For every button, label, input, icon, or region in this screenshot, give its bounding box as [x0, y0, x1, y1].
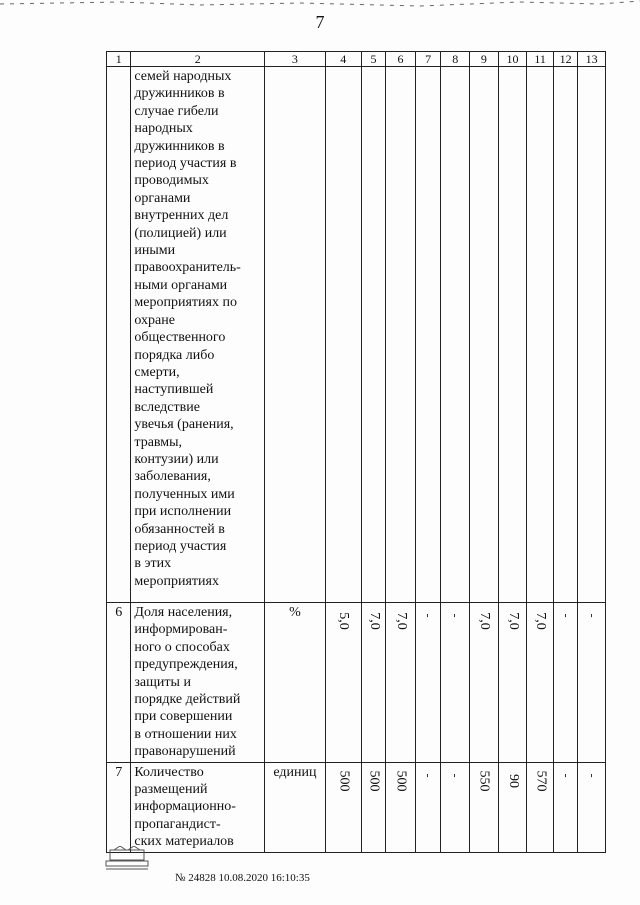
value-cell [527, 603, 554, 763]
value-cell [498, 603, 527, 763]
col-header: 7 [415, 52, 440, 67]
value-cell [441, 762, 470, 852]
registry-stamp-icon [104, 846, 150, 872]
col-header: 5 [361, 52, 385, 67]
value-cell [578, 762, 606, 852]
row-number: 6 [107, 603, 131, 763]
value-cell [325, 67, 361, 603]
value-text: 500 [366, 770, 382, 792]
text-line: пропагандист- [134, 816, 221, 832]
value-text: 7,0 [533, 612, 549, 630]
table-row [107, 762, 606, 852]
text-line: семей народных [134, 69, 232, 84]
page-number: 7 [315, 12, 325, 32]
text-line: порядка либо [134, 347, 215, 363]
text-line: травмы, [134, 434, 183, 450]
col-header: 8 [441, 52, 470, 67]
text-line: при совершении [134, 709, 233, 725]
text-line: охране [134, 312, 175, 328]
text-line: Доля населения, [134, 605, 233, 620]
value-text: 500 [336, 770, 352, 792]
text-line: в этих [134, 556, 172, 572]
value-text: - [421, 613, 436, 618]
value-text: 90 [505, 773, 521, 788]
scan-edge-artifact [0, 0, 640, 12]
value-text: 7,0 [393, 612, 409, 630]
col-header: 10 [498, 52, 527, 67]
value-text: 7,0 [366, 612, 382, 630]
text-line: ными органами [134, 277, 228, 293]
text-line: ного о способах [134, 639, 230, 655]
value-cell [553, 762, 577, 852]
text-line: народных [134, 121, 193, 137]
unit-cell: единиц [265, 762, 326, 852]
value-cell [578, 67, 606, 603]
text-line: защиты и [134, 674, 191, 690]
value-cell [325, 762, 361, 852]
document-registration-stamp: № 24828 10.08.2020 16:10:35 [175, 872, 310, 884]
value-cell [498, 67, 527, 603]
text-line: случае гибели [134, 103, 219, 119]
text-line: в отношении них [134, 726, 237, 742]
col-header: 1 [107, 52, 131, 67]
value-text: 5,0 [336, 612, 352, 630]
value-text: - [585, 773, 600, 778]
column-number-header [107, 52, 606, 67]
text-line: дружинников в [134, 86, 225, 102]
value-text: - [559, 613, 574, 618]
text-line: проводимых [134, 173, 209, 189]
table-row-continuation [107, 67, 606, 603]
text-line: контузии) или [134, 451, 219, 467]
text-line: Количество [134, 764, 204, 780]
value-text: - [559, 773, 574, 778]
value-text: - [421, 773, 436, 778]
text-line: внутренних дел [134, 208, 229, 224]
value-cell [470, 67, 499, 603]
value-cell [386, 67, 416, 603]
text-line: смерти, [134, 364, 180, 380]
value-cell [361, 762, 385, 852]
col-header: 13 [578, 52, 606, 67]
value-cell [386, 603, 416, 763]
text-line: полученных ими [134, 486, 235, 502]
value-cell [441, 603, 470, 763]
col-header: 12 [553, 52, 577, 67]
col-header: 9 [470, 52, 499, 67]
text-line: ских материалов [134, 834, 234, 850]
text-line: предупреждения, [134, 657, 238, 673]
text-line: порядке действий [134, 692, 241, 708]
value-cell [470, 603, 499, 763]
text-line: органами [134, 190, 191, 206]
value-text: 7,0 [505, 612, 521, 630]
text-line: размещений [134, 782, 208, 798]
value-text: 550 [476, 770, 492, 792]
text-line: правоохранитель- [134, 260, 241, 276]
value-cell [470, 762, 499, 852]
value-text: - [448, 613, 463, 618]
col-header: 11 [527, 52, 554, 67]
text-line: правонарушений [134, 744, 236, 760]
value-cell [498, 762, 527, 852]
text-line: вследствие [134, 399, 200, 415]
text-line: мероприятиях по [134, 295, 237, 311]
text-line: мероприятиях [134, 573, 219, 589]
indicator-description [131, 762, 265, 852]
value-cell [415, 67, 440, 603]
value-cell [361, 67, 385, 603]
value-text: 500 [393, 770, 409, 792]
value-cell [415, 603, 440, 763]
value-cell [441, 67, 470, 603]
row-number: 7 [107, 762, 131, 852]
col-header: 6 [386, 52, 416, 67]
text-line: заболевания, [134, 469, 211, 485]
value-cell [386, 762, 416, 852]
value-cell [553, 67, 577, 603]
col-header: 4 [325, 52, 361, 67]
text-line: наступившей [134, 382, 214, 398]
value-cell [527, 762, 554, 852]
value-text: 7,0 [476, 612, 492, 630]
value-cell [361, 603, 385, 763]
text-line: увечья (ранения, [134, 417, 234, 433]
value-cell [415, 762, 440, 852]
indicators-table [106, 51, 606, 853]
unit-cell: % [265, 603, 326, 763]
value-text: 570 [533, 770, 549, 792]
col-header: 3 [265, 52, 326, 67]
value-cell [578, 603, 606, 763]
text-line: дружинников в [134, 138, 225, 154]
indicator-description [131, 67, 265, 603]
table-row [107, 603, 606, 763]
indicator-description [131, 603, 265, 763]
text-line: (полицией) или [134, 225, 227, 241]
value-cell [553, 603, 577, 763]
text-line: иными [134, 243, 176, 259]
text-line: общественного [134, 330, 226, 346]
text-line: обязанностей в [134, 521, 225, 537]
col-header: 2 [131, 52, 265, 67]
text-line: при исполнении [134, 504, 232, 520]
value-cell [527, 67, 554, 603]
unit-cell [265, 67, 326, 603]
text-line: информирован- [134, 622, 228, 638]
text-line: период участия [134, 538, 227, 554]
text-line: период участия в [134, 156, 237, 172]
value-cell [325, 603, 361, 763]
value-text: - [448, 773, 463, 778]
text-line: информационно- [134, 799, 236, 815]
value-text: - [585, 613, 600, 618]
row-number-cell [107, 67, 131, 603]
